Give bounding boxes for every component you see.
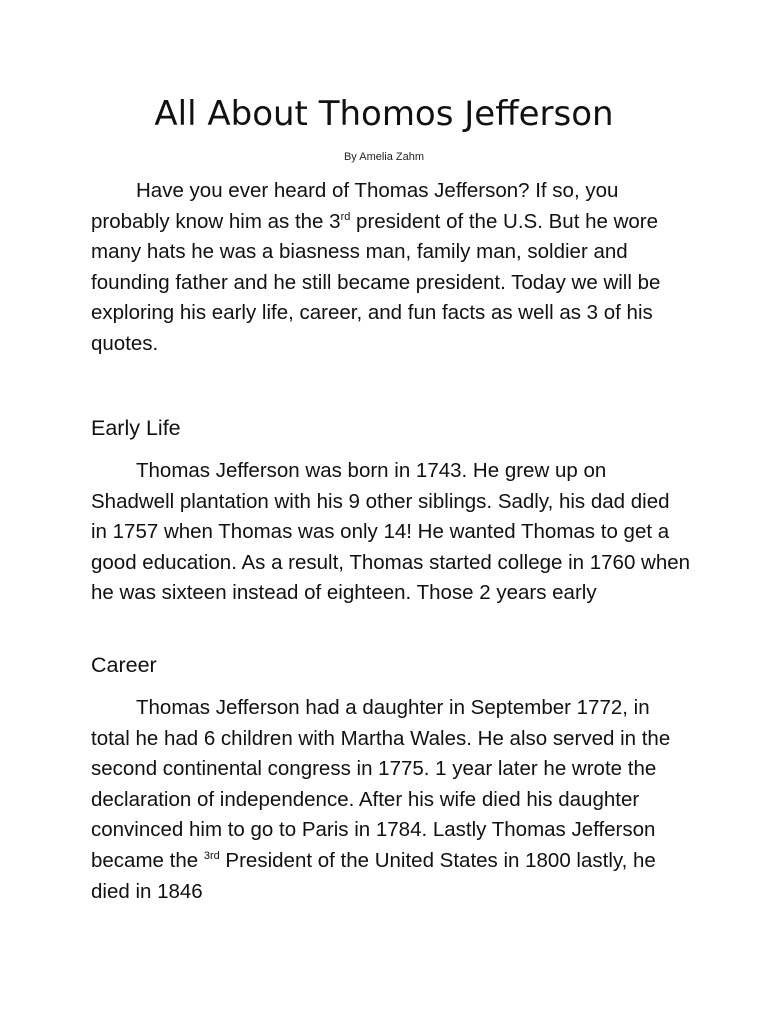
career-superscript: 3rd [203, 849, 220, 862]
career-paragraph [91, 693, 691, 907]
section-heading-early-life: Early Life [91, 416, 181, 440]
career-text-part2: President of the United States in 1800 lastly, he died in 1846 [91, 848, 656, 903]
intro-text-part1: Have you ever heard of Thomas Jefferson? If so, you probably know him as the 3 [91, 179, 619, 233]
document-title: All About Thomos Jefferson [154, 94, 614, 134]
career-text-part1: Thomas Jefferson had a daughter in September 1772, in total he had 6 children with Martha Wales. He also served in the second continental congress in 1775. 1 year later he wrote the declaration of independence. After his wife died his daughter convinced him to go to Paris in 1784. Lastly Thomas Jefferson became the [91, 696, 671, 872]
intro-paragraph [91, 176, 691, 360]
intro-text-part2: president of the U.S. But he wore many hats he was a biasness man, family man, soldier and founding father and he still became president. Today we will be exploring his early life, career, and fun facts as well as 3 of his quotes. [91, 209, 661, 355]
intro-superscript: rd [340, 210, 351, 223]
byline: By Amelia Zahm [343, 151, 425, 163]
early-life-paragraph [91, 456, 691, 609]
early-life-text: Thomas Jefferson was born in 1743. He grew up on Shadwell plantation with his 9 other siblings. Sadly, his dad died in 1757 when Thomas was only 14! He wanted Thomas to get a good education. As a result, Thomas started college in 1760 when he was sixteen instead of eighteen. Those 2 years early [91, 459, 691, 605]
section-heading-career: Career [91, 653, 157, 677]
